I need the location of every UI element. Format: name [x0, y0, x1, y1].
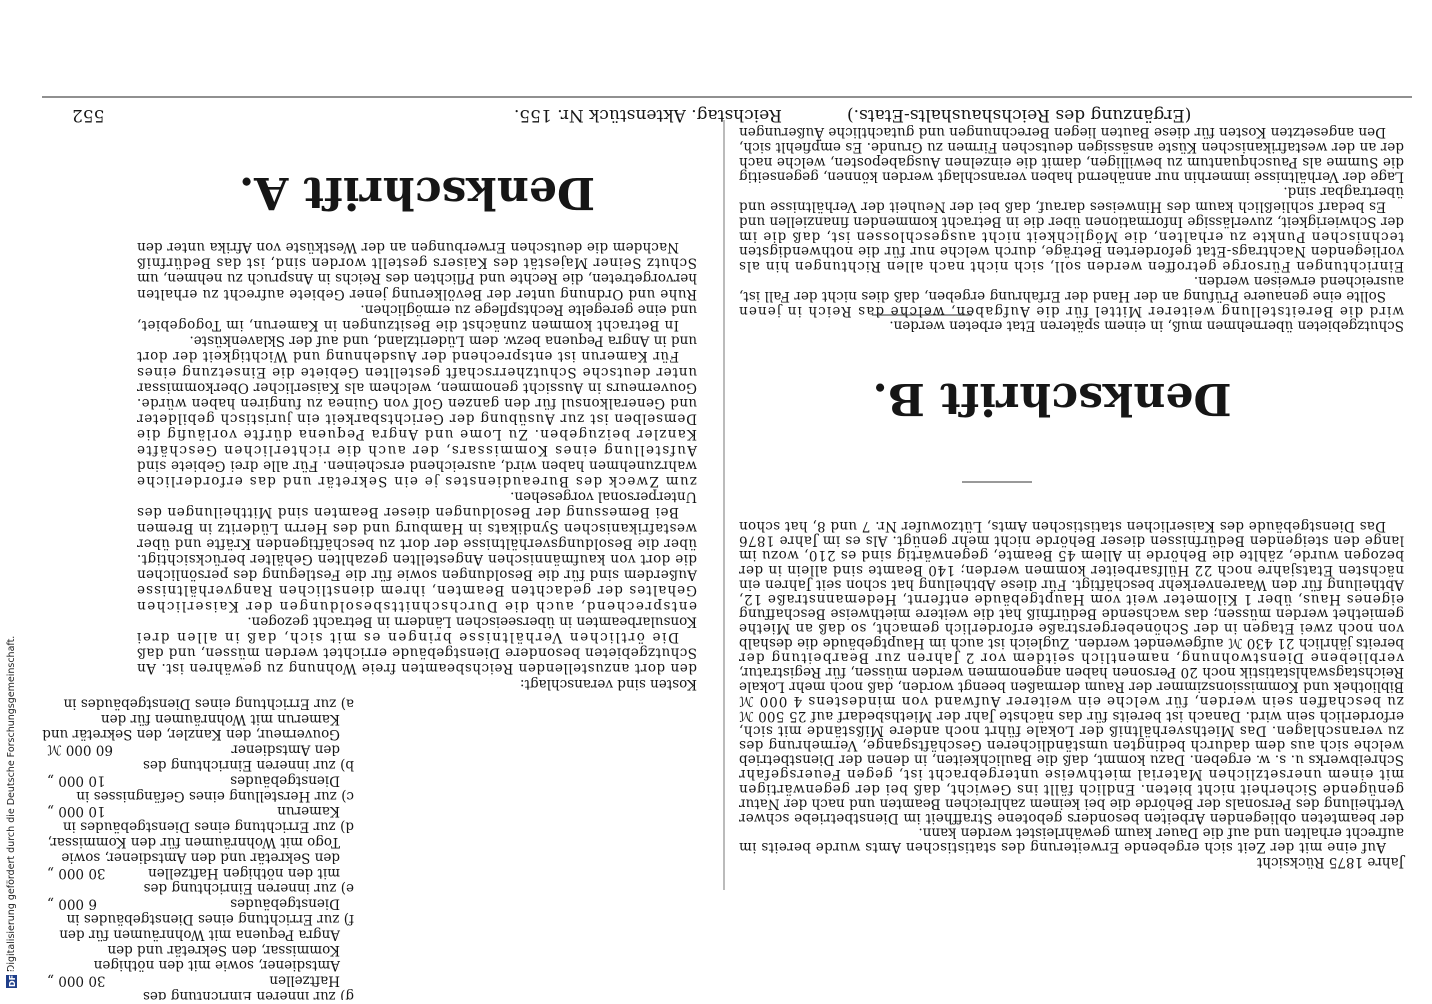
left-p1-line: Ruhe und Ordnung unter der Bevölkerung jener Gebiete aufrecht zu erhalten	[137, 285, 697, 302]
right-top-p3-line: wird die Bereitstellung weiterer Mittel für die Aufgaben, welche das Reich in jenen	[738, 302, 1404, 319]
header-left: Reichstag. Aktenstück Nr. 155.	[513, 105, 782, 125]
estimate-label-line: Dienstgebäudes	[230, 772, 340, 789]
right-bottom-p1-line: bereits jährlich 21 430 ℳ aufgewendet werden. Zugleich ist auch im Hauptgebäude die deshalb	[739, 634, 1404, 651]
page-number: 552	[72, 105, 105, 125]
right-bottom-p2-line: Auf eine mit der Zeit sich ergebende Erweiterung des statistischen Amts wurde bereits im	[739, 839, 1386, 856]
estimate-label-line: a) zur Errichtung eines Dienstgebäudes in	[63, 695, 354, 712]
estimate-amount: 10 000 „	[47, 772, 106, 789]
right-top-p1-line: der an der westafrikanischen Küste ansässigen deutschen Firmen zu Grunde. Es empfiehlt sich,	[739, 138, 1404, 155]
estimate-amount: 6 000 „	[47, 895, 97, 912]
right-top-p2-line: technischen Punkte zu erhalten, die Möglichkeit nicht ausgeschlossen ist, daß die im	[739, 228, 1404, 245]
left-p3-line: Kanzler beizugeben. Zu Lome und Angra Pequena dürfte vorläufig die	[137, 426, 697, 443]
estimate-label-line: den Sekretär und den Amtsdiener, sowie	[61, 849, 340, 866]
left-p5-line: Kosten sind veranschlagt:	[519, 675, 697, 692]
right-top-p2-line: Einrichtungen Fürsorge getroffen werden soll, sich nicht nach allen Richtungen hin als	[738, 258, 1404, 275]
footer-strip	[6, 636, 17, 988]
estimate-amount: 10 000 „	[47, 803, 106, 820]
estimate-amount: 30 000 „	[47, 864, 106, 881]
right-bottom-p1-line: verbliebene Dienstwohnung, namentlich seitdem vor 2 Jahren zur Bearbeitung der	[739, 649, 1404, 666]
left-p2-line: In Betracht kommen zunächst die Besitzungen in Kamerun, im Togogebiet,	[137, 317, 679, 333]
estimate-label-line: d) zur Errichtung eines Dienstgebäudes in	[62, 818, 354, 835]
estimate-label-line: Kamerun	[277, 803, 340, 820]
left-p1-line: Schutz Seiner Majestät des Kaisers gestellt worden sind, ist das Bedürfniß	[137, 254, 697, 271]
estimate-amount: 60 000 ℳ	[47, 741, 113, 758]
header-right: (Ergänzung des Reichshaushalts-Etats.)	[847, 105, 1192, 125]
estimate-label-line: mit den nöthigen Haftzellen	[148, 864, 340, 881]
left-p3-line: und Generalkonsul für den ganzen Golf von Guinea zu fungiren haben würde.	[137, 395, 697, 411]
right-top-p2-line: Es bedarf schließlich kaum des Hinweises darauf, daß bei der Neuheit der Verhältnisse und	[739, 198, 1386, 215]
right-bottom-p1-line: Reichstagswahlstatistik noch 20 Personen haben angenommen werden müssen, für Registratur,	[739, 664, 1404, 680]
right-bottom-p1-line: Das Dienstgebäude des Kaiserlichen statistischen Amts, Lützowufer Nr. 7 und 8, hat schon	[739, 518, 1386, 534]
left-p3-line: wahrzunehmen haben wird, ausreichend erscheinen. Für alle drei Gebiete sind	[137, 457, 697, 474]
right-bottom-p1-line: lange den steigenden Bedürfnissen dieser Behörde nicht mehr genügt. Als es im Jahre 1876	[739, 532, 1404, 549]
right-bottom-p1-line: aufrecht erhalten und auf die Dauer kaum gewährleistet werden kann.	[918, 824, 1404, 841]
left-p3-line: zum Zweck des Bureaudienstes je ein Sekretär und das erforderliche	[137, 473, 697, 489]
left-p4-line: die dort von kaufmännischen Angestellten gezahlten Gehälter berücksichtigt.	[137, 551, 697, 567]
right-bottom-p1-line: welche sich aus dem dadurch bedingten umständlicheren Geschäftsgange, Vermehrung des	[739, 737, 1404, 753]
right-bottom-p1-line: der beamteten obliegenden Arbeiten besonders gebotene Straffheit im Dienstbetriebe schwer	[739, 810, 1404, 826]
right-bottom-p1-line: zu beschaffen sein werden, für welche ein weiterer Aufwand von mindestens 4 000 ℳ	[739, 693, 1404, 710]
estimate-label-line: Togo mit Wohnräumen für den Kommissar,	[47, 834, 340, 850]
estimate-amount: 30 000 „	[47, 972, 106, 989]
estimate-label-line: den Amtsdiener	[231, 741, 340, 758]
right-column-top	[739, 124, 1405, 334]
left-p3-line: Gouverneurs in Aussicht genommen, welchem als Kaiserlicher Oberkommissar	[137, 379, 697, 396]
right-top-p3-line: Sollte eine genauere Prüfung an der Hand der Erfahrung ergeben, daß dies nicht der Fall ist,	[739, 287, 1386, 304]
left-p4-line: westafrikanischen Syndikats in Hamburg und des Herrn Lüderitz in Bremen	[137, 519, 697, 536]
right-bottom-p1-line: Vertheilung des Personals der Behörde die bei keinem zahlreichen Beamten und nach der Natur	[739, 795, 1404, 812]
right-top-p2-line: vorliegenden Nachtrags-Etat geforderten Beträge, durch welche nur für die nothwendigsten	[738, 243, 1404, 260]
left-p4-line: entsprechend, auch die Durchschnittsbesoldungen der Kaiserlichen	[137, 597, 697, 614]
estimate-label-line: Amtsdiener, sowie mit den nöthigen	[93, 957, 340, 974]
estimate-label-line: Angra Pequena mit Wohnräumen für den	[59, 926, 340, 943]
right-top-p1-line: Lage der Verhältnisse immerhin nur annähernd haben veranschlagt werden können, gegenseitig	[739, 168, 1404, 185]
right-bottom-p1-line: eigenes Haus, über 1 Kilometer weit vom Hauptgebäude entfernt, Hedemannstraße 12,	[739, 591, 1404, 607]
estimate-label-line: g) zur inneren Einrichtung des	[142, 988, 354, 1000]
estimate-label-line: c) zur Herstellung eines Gefängnisses in	[76, 787, 354, 804]
right-top-p2-line: ausreichend erweisen werden.	[1193, 273, 1404, 289]
estimate-label-line: Gouverneur, den Kanzler, den Sekretär und	[42, 726, 340, 743]
left-p5-line: den dort anzustellenden Reichsbeamten freie Wohnung zu gewähren ist. An	[137, 660, 697, 677]
right-bottom-p1-line: Schreibwerks u. s. w. ergeben. Dazu kommt, daß die Baulichkeiten, in denen der Dienstbetrieb	[739, 751, 1404, 768]
right-top-p2-line: der Schwierigkeit, zuverlässige Informationen über die in Betracht kommenden finanziellen und	[739, 213, 1404, 230]
left-p4-line: Außerdem sind für die Besoldungen sowie für die Festlegung des persönlichen	[137, 566, 697, 583]
left-p4-line: Gehaltes der gedachten Beamten, ihrem dienstlichen Rangverhältnisse	[137, 582, 697, 599]
left-p3-line: Für Kamerun ist entsprechend der Ausdehnung und Wichtigkeit der dort	[137, 348, 679, 365]
right-top-p1-line: übertragbar sind.	[1283, 183, 1404, 200]
left-p3-line: Demselben ist zur Ausübung der Gerichtsbarkeit ein juristisch gebildeter	[137, 410, 697, 427]
estimate-label-line: Dienstgebäudes	[230, 895, 340, 912]
left-p5-line: Die örtlichen Verhältnisse bringen es mit sich, daß in allen drei	[137, 629, 679, 645]
left-p2-line: und in Angra Pequena bezw. dem Lüderitzland, und auf der Sklavenküste.	[189, 332, 697, 349]
right-bottom-p1-line: bezogen wurde, zählte die Behörde in Allem 45 Beamte, gegenwärtig sind es 210, wozu im	[739, 547, 1404, 564]
left-p4-line: Bei Bemessung der Besoldungen dieser Beamten sind Mittheilungen des	[137, 504, 679, 521]
right-bottom-p1-line: von noch zwei Etagen in der Schönebergerstraße erforderlich gemacht, so daß an Miethe	[739, 620, 1404, 637]
footer-credit: Digitalisierung gefördert durch die Deutsche Forschungsgemeinschaft.	[6, 635, 17, 972]
estimate-label-line: Kamerun mit Wohnräumen für den	[100, 710, 340, 727]
left-p1-line: und eine geregelte Rechtspflege zu ermöglichen.	[360, 301, 697, 318]
right-bottom-p2-line: Jahre 1875 Rücksicht	[1256, 853, 1404, 870]
left-p3-line: Unterpersonal vorgesehen.	[510, 488, 697, 505]
right-top-p1-line: Den angesetzten Kosten für diese Bauten liegen Berechnungen und gutachtliche Äußerungen	[739, 124, 1386, 140]
right-bottom-p1-line: genügende Sicherheit nicht bieten. Endlich fällt ins Gewicht, daß bei der gegenwärtigen	[739, 780, 1404, 797]
left-p1-line: hervorgetreten, die Rechte und Pflichten des Reichs in Anspruch zu nehmen, um	[137, 270, 697, 287]
dfg-logo-text: DFG	[8, 968, 17, 987]
right-bottom-p1-line: erforderlich sein wird. Danach ist bereits für das nächste Jahr der Miethsbedarf auf 25 500 ℳ	[739, 707, 1404, 724]
estimate-label-line: Haftzellen	[269, 972, 340, 989]
left-p5-line: Schutzgebieten besondere Dienstgebäude errichtet werden müssen, und daß	[137, 644, 697, 661]
estimate-label-line: Kommissar, den Sekretär und den	[107, 941, 340, 958]
right-top-p3-line: Schutzgebieten übernehmen muß, in einem späteren Etat erbeten werden.	[889, 317, 1404, 334]
right-bottom-p1-line: zu veranschlagen. Das Miethsverhältniß der Lokale führt noch andere Mißstände mit sich,	[739, 722, 1404, 739]
right-bottom-p1-line: Bibliothek und Kommissionszimmer der Raum dermaßen beengt worden, daß noch mehr Lokale	[739, 678, 1404, 695]
right-bottom-p1-line: mit einem unersetzlichen Material miethweise untergebracht ist, gegen Feuersgefahr	[739, 766, 1404, 783]
left-p1-line: Nachdem die deutschen Erwerbungen an der Westküste von Afrika unter den	[137, 239, 679, 255]
estimate-label-line: f) zur Errichtung eines Dienstgebäudes in	[66, 911, 354, 927]
right-bottom-p1-line: nächsten Etatsjahre noch 22 Hülfsarbeiter kommen werden; 140 Beamte sind allein in der	[739, 561, 1404, 578]
right-bottom-p1-line: Abtheilung für den Waarenverkehr beschäftigt. Für diese Abtheilung hat schon seit Jahren ein	[739, 576, 1404, 593]
estimate-label-line: e) zur inneren Einrichtung des	[143, 880, 354, 897]
right-bottom-p1-line: gemiethet werden müssen; das wachsende Bedürfniß hat die weitere miethweise Beschaffung	[739, 605, 1404, 622]
heading-denkschrift-b: Denkschrift B.	[872, 373, 1232, 424]
right-top-p1-line: die Summe als Pauschquantum zu bewilligen, damit die einzelnen Ausgabeposten, welche nach	[739, 153, 1404, 170]
heading-denkschrift-a: Denkschrift A.	[238, 167, 596, 218]
left-p3-line: unter deutsche Schutzherrschaft gestellten Gebiete die Einsetzung eines	[137, 363, 697, 380]
left-p4-line: Konsularbeamten in überseeischen Ländern in Betracht gezogen.	[247, 613, 697, 630]
right-column-bottom	[738, 518, 1406, 870]
estimate-label-line: b) zur inneren Einrichtung des	[142, 757, 354, 773]
left-p3-line: Aufstellung eines Kommissars, der auch die richterlichen Geschäfte	[137, 441, 697, 458]
left-p4-line: über die Besoldungsverhältnisse der dort zu beschäftigenden Kräfte und über	[137, 535, 697, 552]
